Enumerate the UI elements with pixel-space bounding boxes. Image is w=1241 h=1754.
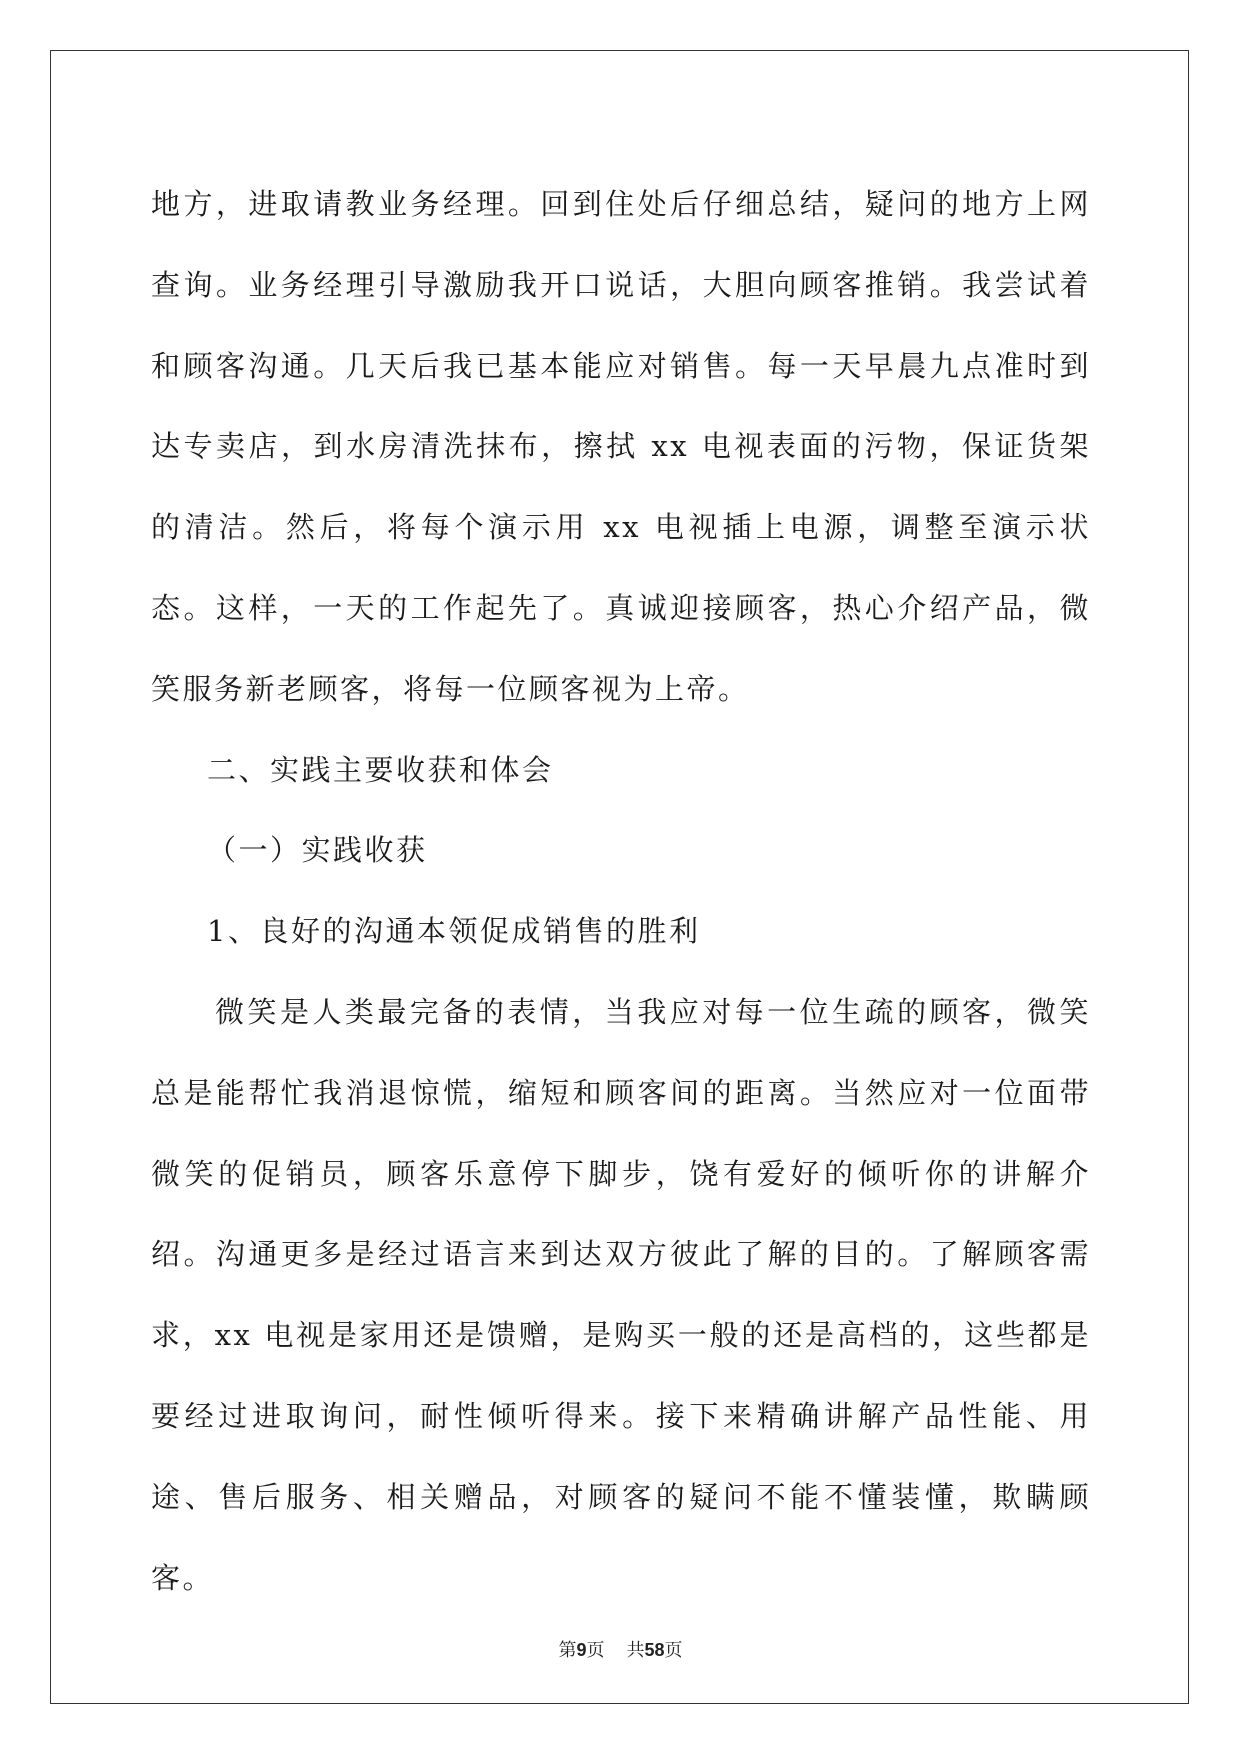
total-prefix: 共 [626, 1640, 645, 1660]
document-body [151, 164, 1091, 1618]
paragraph-body: 微笑是人类最完备的表情，当我应对每一位生疏的顾客，微笑总是能帮忙我消退惊慌，缩短和顾客间的距离。当然应对一位面带微笑的促销员，顾客乐意停下脚步，饶有爱好的倾听你的讲解介绍。沟通更多是经过语言来到达双方彼此了解的目的。了解顾客需求，xx 电视是家用还是馈赠，是购买一般的还是高档的，这些都是要经过进取询问，耐性倾听得来。接下来精确讲解产品性能、用途、售后服务、相关赠品，对顾客的疑问不能不懂装懂，欺瞒顾客。 [151, 994, 1091, 1595]
page-number: 9 [576, 1640, 587, 1660]
page-suffix: 页 [586, 1640, 605, 1660]
paragraph-continuation: 地方，进取请教业务经理。回到住处后仔细总结，疑问的地方上网查询。业务经理引导激励我开口说话，大胆向顾客推销。我尝试着和顾客沟通。几天后我已基本能应对销售。每一天早晨九点准时到达专卖店，到水房清洗抹布，擦拭 xx 电视表面的污物，保证货架的清洁。然后，将每个演示用 xx 电视插上电源，调整至演示状态。这样，一天的工作起先了。真诚迎接顾客，热心介绍产品，微笑服务新老顾客，将每一位顾客视为上帝。 [151, 187, 1091, 706]
section-heading: 二、实践主要收获和体会 [207, 752, 554, 787]
page-prefix: 第 [558, 1640, 577, 1660]
subsection-heading: （一）实践收获 [207, 833, 428, 868]
total-suffix: 页 [664, 1640, 683, 1660]
total-pages: 58 [644, 1640, 665, 1660]
page-footer [0, 1636, 1241, 1662]
item-heading: 1、良好的沟通本领促成销售的胜利 [207, 914, 701, 949]
